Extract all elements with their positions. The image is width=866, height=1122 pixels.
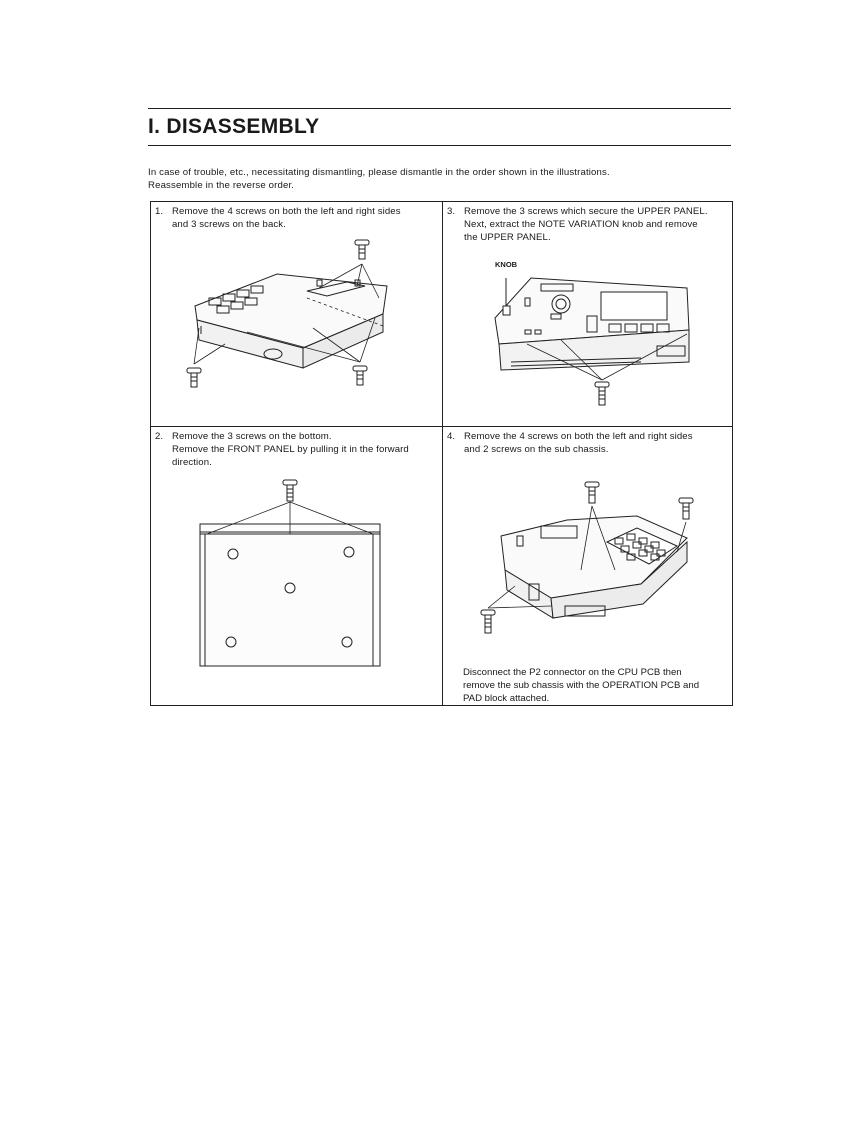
illustration-sub-chassis <box>481 480 701 640</box>
screw-icon <box>481 610 495 633</box>
illustration-side-screws <box>187 236 417 396</box>
step-text <box>464 205 729 244</box>
step-line: direction. <box>172 457 212 468</box>
chassis-drawing <box>501 516 687 618</box>
step-text <box>172 205 437 231</box>
note-line: Disconnect the P2 connector on the CPU PCB then <box>463 667 682 678</box>
illustration-bottom-screws <box>197 478 387 668</box>
column-divider <box>442 202 443 705</box>
step-4-note <box>463 666 699 705</box>
screw-icon <box>353 366 367 385</box>
step-number: 2. <box>155 431 164 442</box>
step-text <box>464 430 729 456</box>
step-line: Remove the 4 screws on both the left and right sides <box>464 431 693 442</box>
intro-line: Reassemble in the reverse order. <box>148 180 295 191</box>
intro-line: In case of trouble, etc., necessitating dismantling, please dismantle in the order shown in the illustrations. <box>148 167 610 178</box>
step-number: 1. <box>155 206 164 217</box>
screw-icon <box>585 482 599 503</box>
screw-icon <box>187 368 201 387</box>
screw-icon <box>679 498 693 519</box>
step-line: Remove the 3 screws which secure the UPPER PANEL. <box>464 206 708 217</box>
title-underline <box>148 145 731 146</box>
knob-label: KNOB <box>495 260 518 269</box>
step-line: and 2 screws on the sub chassis. <box>464 444 609 455</box>
screw-icon <box>355 240 369 259</box>
step-text <box>172 430 437 469</box>
step-line: Remove the FRONT PANEL by pulling it in the forward <box>172 444 409 455</box>
bottom-panel-drawing <box>200 524 380 666</box>
screw-icon <box>595 382 609 405</box>
step-line: the UPPER PANEL. <box>464 232 551 243</box>
step-number: 3. <box>447 206 456 217</box>
step-line: Next, extract the NOTE VARIATION knob and remove <box>464 219 698 230</box>
note-line: PAD block attached. <box>463 693 550 704</box>
note-line: remove the sub chassis with the OPERATION PCB and <box>463 680 700 691</box>
top-rule <box>148 108 731 109</box>
step-line: Remove the 3 screws on the bottom. <box>172 431 332 442</box>
chassis-drawing <box>195 274 387 368</box>
intro-text <box>148 166 610 192</box>
step-number: 4. <box>447 431 456 442</box>
row-divider <box>151 426 732 427</box>
unit-drawing <box>495 278 689 370</box>
step-line: Remove the 4 screws on both the left and right sides <box>172 206 401 217</box>
step-line: and 3 screws on the back. <box>172 219 286 230</box>
section-title: I. DISASSEMBLY <box>148 115 320 138</box>
illustration-upper-panel <box>491 270 701 410</box>
screw-icon <box>283 480 297 501</box>
disassembly-table <box>150 201 733 706</box>
